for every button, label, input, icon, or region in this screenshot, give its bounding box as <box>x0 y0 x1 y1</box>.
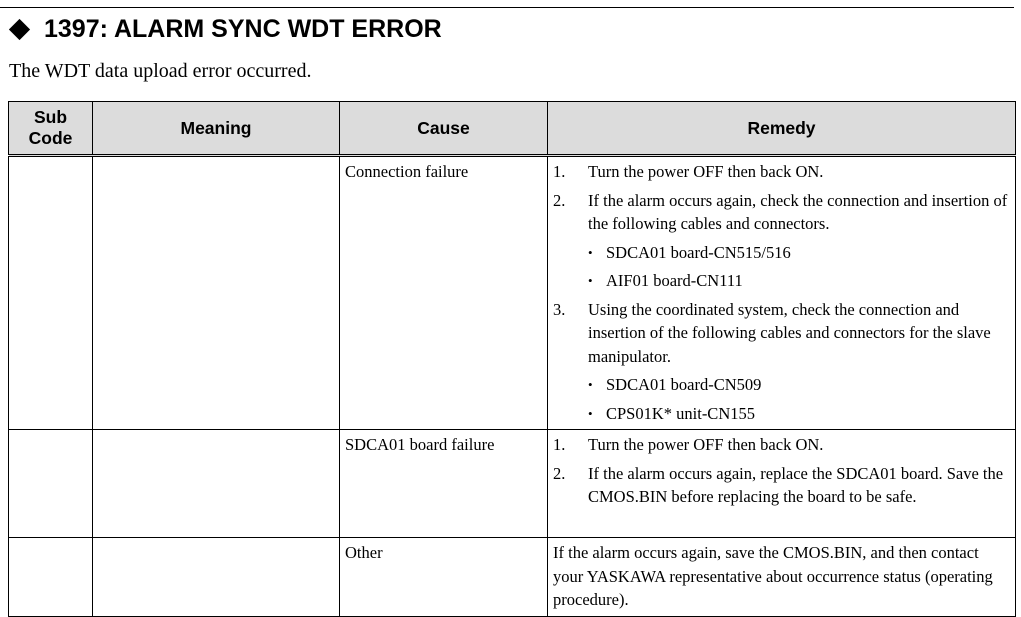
table-row <box>9 430 1016 538</box>
step-number: 3. <box>553 299 566 319</box>
header-subcode-line2: Code <box>28 128 73 148</box>
header-remedy: Remedy <box>548 102 1016 156</box>
remedy-step <box>553 189 1010 293</box>
bullet-text: SDCA01 board-CN515/516 <box>606 242 791 262</box>
alarm-description: The WDT data upload error occurred. <box>9 60 312 82</box>
meaning-cell <box>93 538 340 617</box>
bullet-text: CPS01K* unit-CN155 <box>606 403 755 423</box>
header-cause: Cause <box>340 102 548 156</box>
bullet-dot-icon: • <box>588 405 593 421</box>
step-text: If the alarm occurs again, check the connection and insertion of the following cables and connectors. <box>588 190 1008 233</box>
remedy-step <box>553 462 1010 509</box>
table-header-row <box>9 102 1016 156</box>
alarm-title <box>9 11 442 47</box>
remedy-step <box>553 298 1010 426</box>
table-row <box>9 156 1016 430</box>
bullet-item <box>588 373 1010 397</box>
bullet-text: SDCA01 board-CN509 <box>606 375 762 394</box>
heading-rule <box>0 7 1014 8</box>
cause-cell: SDCA01 board failure <box>340 430 548 538</box>
remedy-cell <box>548 156 1016 430</box>
bullet-item <box>588 402 1010 426</box>
step-number: 1. <box>553 162 566 181</box>
step-text: Turn the power OFF then back ON. <box>588 162 824 181</box>
subcode-cell <box>9 156 93 430</box>
header-subcode-line1: Sub <box>33 107 68 127</box>
bullet-dot-icon: • <box>588 377 593 392</box>
header-meaning: Meaning <box>93 102 340 156</box>
header-subcode <box>9 102 93 156</box>
remedy-cell <box>548 538 1016 617</box>
alarm-title-text: 1397: ALARM SYNC WDT ERROR <box>44 14 442 43</box>
cause-cell: Other <box>340 538 548 617</box>
cause-cell: Connection failure <box>340 156 548 430</box>
subcode-cell <box>9 430 93 538</box>
step-number: 1. <box>553 435 566 454</box>
bullet-dot-icon: • <box>588 244 593 260</box>
remedy-cell <box>548 430 1016 538</box>
bullet-item <box>588 269 1010 293</box>
diamond-bullet-icon <box>9 18 30 39</box>
meaning-cell <box>93 156 340 430</box>
meaning-cell <box>93 430 340 538</box>
step-text: Using the coordinated system, check the connection and insertion of the following cables and connectors for the slave manipulator. <box>588 299 991 366</box>
remedy-step <box>553 433 1010 457</box>
step-text: If the alarm occurs again, replace the SDCA01 board. Save the CMOS.BIN before replacing the board to be safe. <box>588 463 1004 506</box>
step-number: 2. <box>553 463 566 483</box>
table-row <box>9 538 1016 617</box>
step-number: 2. <box>553 190 566 210</box>
remedy-step <box>553 160 1010 184</box>
bullet-dot-icon: • <box>588 273 593 288</box>
alarm-table <box>8 101 1016 617</box>
subcode-cell <box>9 538 93 617</box>
remedy-text: If the alarm occurs again, save the CMOS.BIN, and then contact your YASKAWA representative about occurrence status (operating procedure). <box>553 543 993 609</box>
bullet-text: AIF01 board-CN111 <box>606 271 743 290</box>
bullet-item <box>588 241 1010 265</box>
step-text: Turn the power OFF then back ON. <box>588 435 824 454</box>
